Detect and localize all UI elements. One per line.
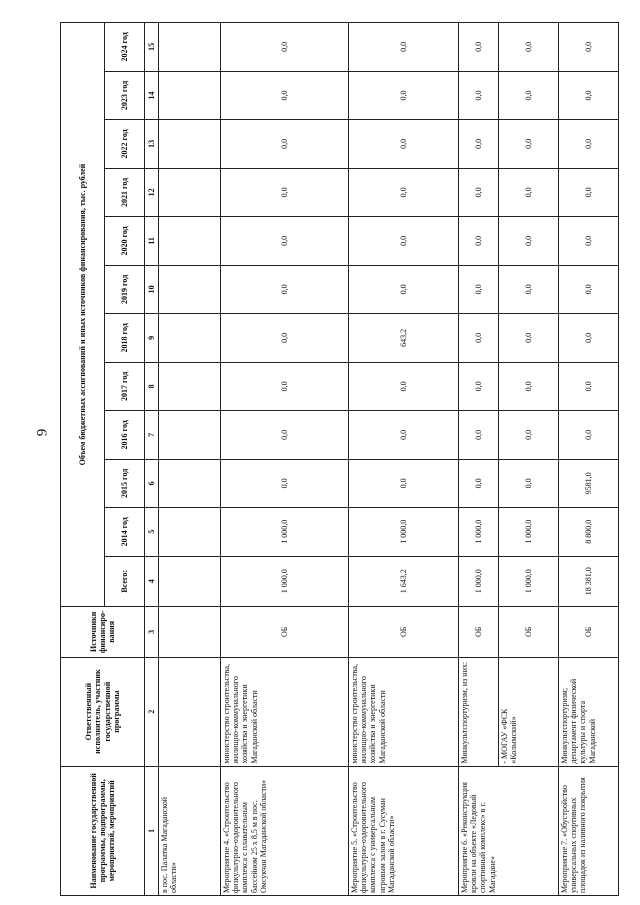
column-number: 10 bbox=[145, 265, 159, 313]
table-row bbox=[559, 23, 619, 896]
row-value: 9581,0 bbox=[559, 459, 619, 507]
row-value: 0,0 bbox=[559, 411, 619, 459]
row-value bbox=[159, 459, 221, 507]
row-value: 0,0 bbox=[459, 265, 499, 313]
row-value bbox=[159, 411, 221, 459]
row-executor: - МОГАУ «ФСК «Колымский» bbox=[499, 657, 559, 766]
column-number: 15 bbox=[145, 23, 159, 72]
header-year: 2017 год bbox=[105, 362, 145, 410]
table-row bbox=[159, 23, 221, 896]
column-number: 9 bbox=[145, 314, 159, 362]
row-value: 0,0 bbox=[221, 71, 349, 119]
row-value bbox=[159, 71, 221, 119]
row-name: Мероприятие 5. «Строительство физкультурно-оздоровительного комплекса с универсальным игровым залом в г. Сусуман Магаданской области» bbox=[349, 766, 459, 895]
row-value: 0,0 bbox=[349, 168, 459, 216]
row-value: 0,0 bbox=[559, 168, 619, 216]
column-number: 14 bbox=[145, 71, 159, 119]
header-total: Всего: bbox=[105, 556, 145, 607]
row-source: ОБ bbox=[221, 607, 349, 658]
row-value bbox=[159, 168, 221, 216]
row-total: 1 000,0 bbox=[499, 556, 559, 607]
row-executor: Минкультспортуризм, из них: bbox=[459, 657, 499, 766]
row-value: 0,0 bbox=[349, 23, 459, 72]
header-name: Наименование государственной программы, подпрограммы, мероприятий, мероприятий bbox=[61, 766, 145, 895]
row-value: 0,0 bbox=[221, 411, 349, 459]
row-value: 0,0 bbox=[559, 265, 619, 313]
row-value: 643,2 bbox=[349, 314, 459, 362]
row-value bbox=[159, 362, 221, 410]
row-value: 0,0 bbox=[221, 23, 349, 72]
row-value: 0,0 bbox=[499, 168, 559, 216]
row-value: 0,0 bbox=[499, 314, 559, 362]
row-source: ОБ bbox=[499, 607, 559, 658]
header-year: 2015 год bbox=[105, 459, 145, 507]
table-row bbox=[349, 23, 459, 896]
budget-table bbox=[60, 22, 619, 896]
row-total: 1 000,0 bbox=[459, 556, 499, 607]
row-value: 0,0 bbox=[459, 120, 499, 168]
row-source: ОБ bbox=[559, 607, 619, 658]
row-executor bbox=[159, 657, 221, 766]
row-value: 0,0 bbox=[459, 459, 499, 507]
header-year: 2022 год bbox=[105, 120, 145, 168]
column-number: 13 bbox=[145, 120, 159, 168]
header-source: Источники финансиро-вания bbox=[61, 607, 145, 658]
row-value bbox=[159, 23, 221, 72]
header-year: 2014 год bbox=[105, 508, 145, 556]
row-total: 1 643,2 bbox=[349, 556, 459, 607]
row-value: 0,0 bbox=[349, 411, 459, 459]
row-value bbox=[159, 314, 221, 362]
header-year: 2024 год bbox=[105, 23, 145, 72]
row-value bbox=[159, 508, 221, 556]
column-number: 7 bbox=[145, 411, 159, 459]
budget-table-rotated bbox=[60, 22, 618, 896]
header-year: 2023 год bbox=[105, 71, 145, 119]
header-volume: Объем бюджетных ассигнований и иных источников финансирования, тыс. рублей bbox=[61, 23, 105, 607]
row-value: 1 000,0 bbox=[349, 508, 459, 556]
header-year: 2020 год bbox=[105, 217, 145, 265]
row-value: 0,0 bbox=[499, 120, 559, 168]
row-value: 0,0 bbox=[499, 265, 559, 313]
page-number: 9 bbox=[34, 428, 51, 437]
row-value: 1 000,0 bbox=[221, 508, 349, 556]
row-total: 18 381,0 bbox=[559, 556, 619, 607]
row-value: 0,0 bbox=[221, 314, 349, 362]
row-value: 0,0 bbox=[349, 217, 459, 265]
table-row bbox=[499, 23, 559, 896]
row-value: 0,0 bbox=[349, 120, 459, 168]
row-executor: министерство строительства, жилищно-коммунального хозяйства и энергетики Магаданской области bbox=[349, 657, 459, 766]
row-value: 0,0 bbox=[499, 411, 559, 459]
row-value: 0,0 bbox=[459, 362, 499, 410]
column-number: 5 bbox=[145, 508, 159, 556]
row-value: 0,0 bbox=[559, 217, 619, 265]
row-value: 0,0 bbox=[559, 120, 619, 168]
row-value: 0,0 bbox=[459, 314, 499, 362]
header-year: 2019 год bbox=[105, 265, 145, 313]
row-value: 0,0 bbox=[221, 120, 349, 168]
row-value: 0,0 bbox=[459, 217, 499, 265]
row-value: 0,0 bbox=[349, 265, 459, 313]
row-value: 0,0 bbox=[221, 265, 349, 313]
row-value: 0,0 bbox=[459, 23, 499, 72]
header-year: 2016 год bbox=[105, 411, 145, 459]
column-number: 1 bbox=[145, 766, 159, 895]
header-executor: Ответственный исполнитель, участник государственной программы bbox=[61, 657, 145, 766]
row-value: 0,0 bbox=[499, 459, 559, 507]
row-value: 0,0 bbox=[459, 168, 499, 216]
row-value: 0,0 bbox=[349, 362, 459, 410]
row-value: 0,0 bbox=[559, 23, 619, 72]
row-value: 0,0 bbox=[459, 71, 499, 119]
row-value: 0,0 bbox=[499, 362, 559, 410]
row-value: 1 000,0 bbox=[459, 508, 499, 556]
column-number: 2 bbox=[145, 657, 159, 766]
row-value: 0,0 bbox=[499, 23, 559, 72]
header-year: 2021 год bbox=[105, 168, 145, 216]
column-number: 12 bbox=[145, 168, 159, 216]
row-source: ОБ bbox=[349, 607, 459, 658]
row-source bbox=[159, 607, 221, 658]
row-value: 0,0 bbox=[349, 459, 459, 507]
header-year: 2018 год bbox=[105, 314, 145, 362]
row-total bbox=[159, 556, 221, 607]
row-value: 0,0 bbox=[559, 71, 619, 119]
row-value: 0,0 bbox=[221, 459, 349, 507]
row-value: 0,0 bbox=[499, 217, 559, 265]
row-source: ОБ bbox=[459, 607, 499, 658]
row-total: 1 000,0 bbox=[221, 556, 349, 607]
row-value: 0,0 bbox=[349, 71, 459, 119]
row-value bbox=[159, 120, 221, 168]
row-name: Мероприятие 6. «Реконструкция кровли на объекте «Ледовый спортивный комплекс» в г. Магадане» bbox=[459, 766, 559, 895]
row-value: 0,0 bbox=[221, 217, 349, 265]
column-number: 11 bbox=[145, 217, 159, 265]
row-name: Мероприятие 4. «Строительство физкультурно-оздоровительного комплекса с плавательным бассейном 25 х 8,5 м в пос. Омсукчан Магаданской области» bbox=[221, 766, 349, 895]
row-value: 8 800,0 bbox=[559, 508, 619, 556]
row-value: 0,0 bbox=[559, 362, 619, 410]
row-value bbox=[159, 217, 221, 265]
column-number: 3 bbox=[145, 607, 159, 658]
row-name: Мероприятие 7. «Обустройство универсальных спортивных площадок из наливного покрытия bbox=[559, 766, 619, 895]
table-row bbox=[459, 23, 499, 896]
row-value: 0,0 bbox=[221, 362, 349, 410]
column-number: 6 bbox=[145, 459, 159, 507]
row-executor: министерство строительства, жилищно-коммунального хозяйства и энергетики Магаданской области bbox=[221, 657, 349, 766]
row-value: 0,0 bbox=[499, 71, 559, 119]
column-number: 4 bbox=[145, 556, 159, 607]
row-executor: Минкультспортуризм; департамент физической культуры и спорта Магаданской bbox=[559, 657, 619, 766]
column-number: 8 bbox=[145, 362, 159, 410]
row-value: 0,0 bbox=[559, 314, 619, 362]
row-value: 0,0 bbox=[221, 168, 349, 216]
row-value: 1 000,0 bbox=[499, 508, 559, 556]
table-row bbox=[221, 23, 349, 896]
row-value bbox=[159, 265, 221, 313]
row-value: 0,0 bbox=[459, 411, 499, 459]
row-name: в пос. Палатка Магаданской области» bbox=[159, 766, 221, 895]
